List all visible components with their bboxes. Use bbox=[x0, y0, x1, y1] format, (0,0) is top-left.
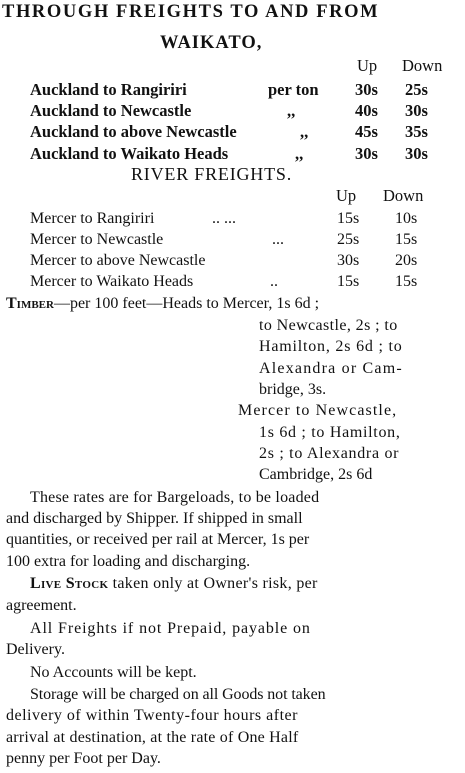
timber-label: Timber bbox=[6, 295, 54, 312]
river-dots-1: .. ... bbox=[212, 210, 236, 227]
storage-line-1: Storage will be charged on all Goods not taken bbox=[30, 686, 326, 703]
through-route-3: Auckland to above Newcastle bbox=[30, 122, 237, 141]
river-down-2: 15s bbox=[395, 231, 418, 248]
storage-line-3: arrival at destination, at the rate of One Half bbox=[6, 729, 299, 746]
timber-line-2: to Newcastle, 2s ; to bbox=[259, 317, 398, 334]
bargeloads-line-4: 100 extra for loading and discharging. bbox=[6, 553, 251, 570]
freights-line-1: All Freights if not Prepaid, payable on bbox=[30, 620, 311, 637]
bargeloads-line-2: and discharged by Shipper. If shipped in small bbox=[6, 510, 303, 527]
mercer-line-3: 2s ; to Alexandra or bbox=[259, 445, 400, 462]
through-down-2: 30s bbox=[405, 101, 428, 120]
through-col-down: Down bbox=[402, 56, 443, 75]
river-up-1: 15s bbox=[337, 210, 360, 227]
river-col-up: Up bbox=[336, 186, 357, 205]
page-subheading: WAIKATO, bbox=[160, 33, 263, 53]
through-route-2: Auckland to Newcastle bbox=[30, 101, 192, 120]
storage-line-2: delivery of within Twenty-four hours after bbox=[6, 707, 298, 724]
through-unit-1: per ton bbox=[268, 80, 319, 99]
mercer-line-2: 1s 6d ; to Hamilton, bbox=[259, 424, 401, 441]
river-down-4: 15s bbox=[395, 273, 418, 290]
river-down-1: 10s bbox=[395, 210, 418, 227]
through-up-3: 45s bbox=[355, 122, 378, 141]
through-up-2: 40s bbox=[355, 101, 378, 120]
river-down-3: 20s bbox=[395, 252, 418, 269]
river-up-3: 30s bbox=[337, 252, 360, 269]
timber-line-3: Hamilton, 2s 6d ; to bbox=[259, 338, 403, 355]
timber-line-1-text: —per 100 feet—Heads to Mercer, 1s 6d ; bbox=[53, 295, 320, 312]
river-col-down: Down bbox=[383, 186, 424, 205]
timber-line-1 bbox=[6, 295, 319, 313]
through-unit-3: ,, bbox=[300, 122, 309, 141]
live-stock-label: Live Stock bbox=[30, 575, 109, 592]
bargeloads-line-1: These rates are for Bargeloads, to be loaded bbox=[30, 489, 320, 506]
river-dots-2: ... bbox=[272, 231, 284, 248]
through-down-1: 25s bbox=[405, 80, 428, 99]
page-heading: THROUGH FREIGHTS TO AND FROM bbox=[2, 2, 380, 22]
river-route-3: Mercer to above Newcastle bbox=[30, 252, 206, 269]
through-up-1: 30s bbox=[355, 80, 378, 99]
live-stock-line-1 bbox=[30, 575, 318, 593]
through-route-1: Auckland to Rangiriri bbox=[30, 80, 187, 99]
river-route-2: Mercer to Newcastle bbox=[30, 231, 164, 248]
through-down-3: 35s bbox=[405, 122, 428, 141]
through-up-4: 30s bbox=[355, 144, 378, 163]
freights-line-2: Delivery. bbox=[6, 641, 65, 658]
mercer-line-1: Mercer to Newcastle, bbox=[238, 402, 398, 419]
live-stock-line-2: agreement. bbox=[6, 597, 77, 614]
through-route-4: Auckland to Waikato Heads bbox=[30, 144, 229, 163]
timber-line-5: bridge, 3s. bbox=[259, 381, 327, 398]
mercer-line-4: Cambridge, 2s 6d bbox=[259, 466, 373, 483]
river-route-4: Mercer to Waikato Heads bbox=[30, 273, 194, 290]
bargeloads-line-3: quantities, or received per rail at Mercer, 1s per bbox=[6, 531, 310, 548]
river-heading: RIVER FREIGHTS. bbox=[131, 164, 293, 184]
accounts-note: No Accounts will be kept. bbox=[30, 664, 197, 681]
through-down-4: 30s bbox=[405, 144, 428, 163]
storage-line-4: penny per Foot per Day. bbox=[6, 750, 161, 767]
river-route-1: Mercer to Rangiriri bbox=[30, 210, 155, 227]
timber-line-4: Alexandra or Cam- bbox=[259, 360, 403, 377]
through-unit-4: ,, bbox=[295, 144, 304, 163]
river-dots-4: .. bbox=[270, 273, 278, 290]
live-stock-rest: taken only at Owner's risk, per bbox=[108, 575, 318, 592]
river-up-4: 15s bbox=[337, 273, 360, 290]
through-col-up: Up bbox=[357, 56, 378, 75]
river-up-2: 25s bbox=[337, 231, 360, 248]
through-unit-2: ,, bbox=[287, 101, 296, 120]
